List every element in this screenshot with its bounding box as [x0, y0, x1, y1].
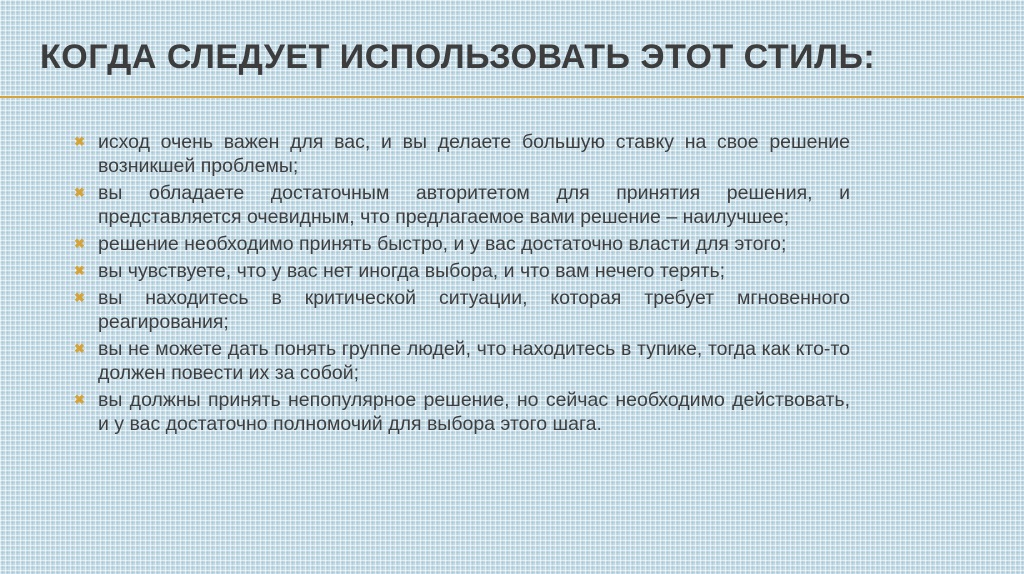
- bullet-item: [74, 388, 850, 436]
- bullet-item: [74, 286, 850, 334]
- x-bullet-icon: ✖: [74, 236, 85, 251]
- bullet-item: [74, 130, 850, 178]
- bullet-text: вы не можете дать понять группе людей, что находитесь в тупике, тогда как кто-то должен повести их за собой;: [98, 338, 850, 384]
- bullet-item: [74, 181, 850, 229]
- bullet-text: вы находитесь в критической ситуации, которая требует мгновенного реагирования;: [98, 287, 850, 333]
- x-bullet-icon: ✖: [74, 185, 85, 200]
- bullet-item: [74, 259, 850, 283]
- bullet-item: [74, 232, 850, 256]
- x-bullet-icon: ✖: [74, 263, 85, 278]
- bullet-text: вы должны принять непопулярное решение, но сейчас необходимо действовать, и у вас достаточно полномочий для выбора этого шага.: [98, 389, 850, 435]
- x-bullet-icon: ✖: [74, 134, 85, 149]
- bullet-list: [74, 130, 850, 439]
- bullet-text: вы чувствуете, что у вас нет иногда выбора, и что вам нечего терять;: [98, 260, 726, 282]
- bullet-text: вы обладаете достаточным авторитетом для принятия решения, и представляется очевидным, что предлагаемое вами решение – наилучшее;: [98, 182, 850, 228]
- x-bullet-icon: ✖: [74, 290, 85, 305]
- x-bullet-icon: ✖: [74, 392, 85, 407]
- x-bullet-icon: ✖: [74, 341, 85, 356]
- bullet-item: [74, 337, 850, 385]
- bullet-text: исход очень важен для вас, и вы делаете большую ставку на свое решение возникшей проблемы;: [98, 131, 850, 177]
- bullet-text: решение необходимо принять быстро, и у вас достаточно власти для этого;: [98, 233, 787, 255]
- title-underline: [0, 96, 1024, 98]
- slide-title: КОГДА СЛЕДУЕТ ИСПОЛЬЗОВАТЬ ЭТОТ СТИЛЬ:: [40, 38, 876, 76]
